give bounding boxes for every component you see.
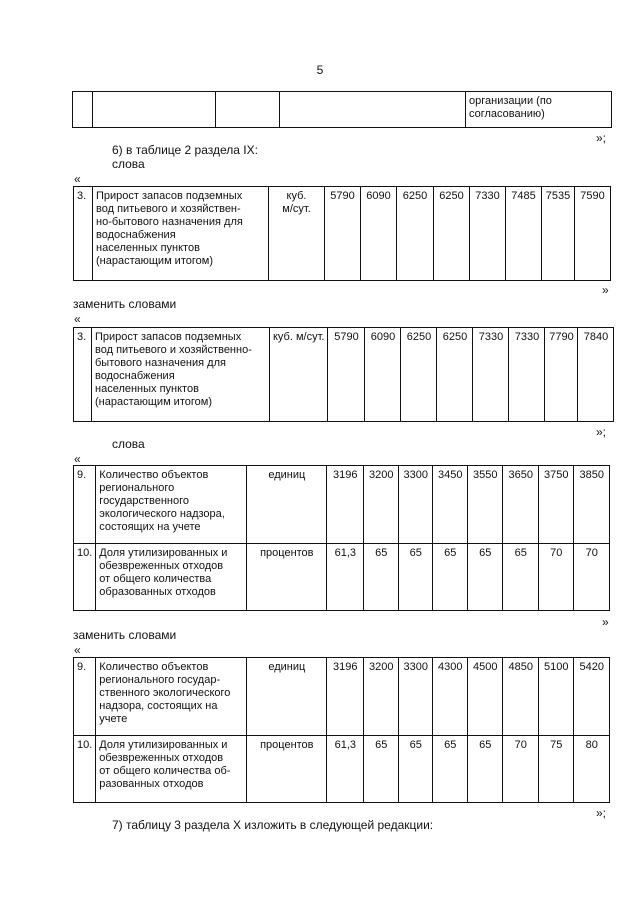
row-number: 10. bbox=[74, 544, 96, 611]
value-cell: 7330 bbox=[509, 328, 545, 422]
empty-cell bbox=[93, 92, 216, 128]
replace-label: заменить словами bbox=[73, 628, 177, 642]
value-cell: 65 bbox=[433, 544, 468, 611]
value-cell: 7485 bbox=[506, 187, 542, 281]
value-cell: 75 bbox=[539, 736, 574, 803]
closing-quote: » bbox=[602, 283, 609, 297]
value-cell: 7330 bbox=[470, 187, 506, 281]
value-cell: 5420 bbox=[574, 658, 610, 736]
words-label: слова bbox=[112, 437, 145, 451]
empty-cell bbox=[280, 92, 466, 128]
value-cell: 7590 bbox=[575, 187, 611, 281]
value-cell: 7840 bbox=[578, 328, 614, 422]
empty-cell bbox=[73, 92, 93, 128]
table-a-old bbox=[73, 186, 611, 281]
table-row bbox=[74, 736, 610, 803]
unit-cell: единиц bbox=[247, 658, 327, 736]
value-cell: 3650 bbox=[503, 466, 539, 544]
value-cell: 3850 bbox=[574, 466, 610, 544]
item-6-heading: 6) в таблице 2 раздела IX: bbox=[112, 143, 258, 157]
words-label: слова bbox=[112, 157, 145, 171]
value-cell: 3450 bbox=[433, 466, 468, 544]
value-cell: 70 bbox=[539, 544, 574, 611]
value-cell: 3200 bbox=[364, 466, 399, 544]
indicator-name: Количество объектов регионального государственного экологического надзора, состоящих на учете bbox=[96, 466, 247, 544]
table-b-old bbox=[73, 465, 610, 611]
value-cell: 61,3 bbox=[327, 736, 364, 803]
value-cell: 3200 bbox=[364, 658, 399, 736]
value-cell: 65 bbox=[433, 736, 468, 803]
row-number: 9. bbox=[74, 466, 96, 544]
indicator-name: Прирост запасов подземных вод питьевого и хозяйственно- бытового назначения для водоснабжения населенных пунктов (нарастающим итогом) bbox=[92, 328, 270, 422]
value-cell: 6250 bbox=[397, 187, 434, 281]
value-cell: 70 bbox=[503, 736, 539, 803]
value-cell: 4500 bbox=[468, 658, 503, 736]
value-cell: 7330 bbox=[473, 328, 509, 422]
closing-quote: »; bbox=[596, 131, 607, 145]
unit-cell: процентов bbox=[247, 736, 327, 803]
value-cell: 5790 bbox=[325, 187, 361, 281]
unit-cell: процентов bbox=[247, 544, 327, 611]
value-cell: 4300 bbox=[433, 658, 468, 736]
table-row bbox=[74, 658, 610, 736]
row-number: 3. bbox=[74, 187, 93, 281]
row-number: 9. bbox=[74, 658, 96, 736]
unit-cell: единиц bbox=[247, 466, 327, 544]
value-cell: 3300 bbox=[399, 466, 433, 544]
value-cell: 80 bbox=[574, 736, 610, 803]
value-cell: 3196 bbox=[327, 658, 364, 736]
value-cell: 6250 bbox=[437, 328, 473, 422]
value-cell: 6250 bbox=[434, 187, 470, 281]
row-number: 10. bbox=[74, 736, 96, 803]
opening-quote: « bbox=[74, 643, 81, 657]
closing-quote: » bbox=[602, 615, 609, 629]
row-number: 3. bbox=[74, 328, 92, 422]
value-cell: 3300 bbox=[399, 658, 433, 736]
value-cell: 7535 bbox=[542, 187, 575, 281]
value-cell: 65 bbox=[364, 544, 399, 611]
opening-quote: « bbox=[74, 452, 81, 466]
value-cell: 3750 bbox=[539, 466, 574, 544]
value-cell: 65 bbox=[468, 736, 503, 803]
unit-cell: куб. м/сут. bbox=[269, 187, 325, 281]
indicator-name: Количество объектов регионального государ- ственного экологического надзора, состоящих на учете bbox=[96, 658, 247, 736]
page-number: 5 bbox=[316, 63, 324, 77]
table-row bbox=[74, 328, 614, 422]
opening-quote: « bbox=[74, 172, 81, 186]
value-cell: 3550 bbox=[468, 466, 503, 544]
value-cell: 3196 bbox=[327, 466, 364, 544]
indicator-name: Прирост запасов подземных вод питьевого и хозяйствен- но-бытового назначения для водоснабжения населенных пунктов (нарастающим итогом) bbox=[93, 187, 269, 281]
empty-cell bbox=[216, 92, 280, 128]
value-cell: 65 bbox=[399, 736, 433, 803]
table-row bbox=[74, 466, 610, 544]
opening-quote: « bbox=[74, 312, 81, 326]
value-cell: 70 bbox=[574, 544, 610, 611]
unit-cell: куб. м/сут. bbox=[270, 328, 328, 422]
value-cell: 5100 bbox=[539, 658, 574, 736]
value-cell: 6090 bbox=[361, 187, 397, 281]
item-7-heading: 7) таблицу 3 раздела X изложить в следующей редакции: bbox=[112, 818, 434, 832]
value-cell: 65 bbox=[503, 544, 539, 611]
value-cell: 65 bbox=[399, 544, 433, 611]
value-cell: 61,3 bbox=[327, 544, 364, 611]
table-row bbox=[74, 187, 611, 281]
closing-quote: »; bbox=[596, 425, 607, 439]
indicator-name: Доля утилизированных и обезвреженных отходов от общего количества образованных отходов bbox=[96, 544, 247, 611]
value-cell: 7790 bbox=[545, 328, 578, 422]
value-cell: 6250 bbox=[401, 328, 437, 422]
indicator-name: Доля утилизированных и обезвреженных отходов от общего количества об- разованных отходов bbox=[96, 736, 247, 803]
replace-label: заменить словами bbox=[73, 297, 177, 311]
value-cell: 4850 bbox=[503, 658, 539, 736]
table-a-new bbox=[73, 327, 614, 422]
value-cell: 6090 bbox=[365, 328, 401, 422]
organization-cell: организации (по согласованию) bbox=[466, 92, 612, 128]
value-cell: 65 bbox=[468, 544, 503, 611]
table-b-new bbox=[73, 657, 610, 803]
top-table-fragment bbox=[72, 91, 612, 128]
value-cell: 5790 bbox=[328, 328, 365, 422]
closing-quote: »; bbox=[596, 806, 607, 820]
table-row bbox=[74, 544, 610, 611]
value-cell: 65 bbox=[364, 736, 399, 803]
